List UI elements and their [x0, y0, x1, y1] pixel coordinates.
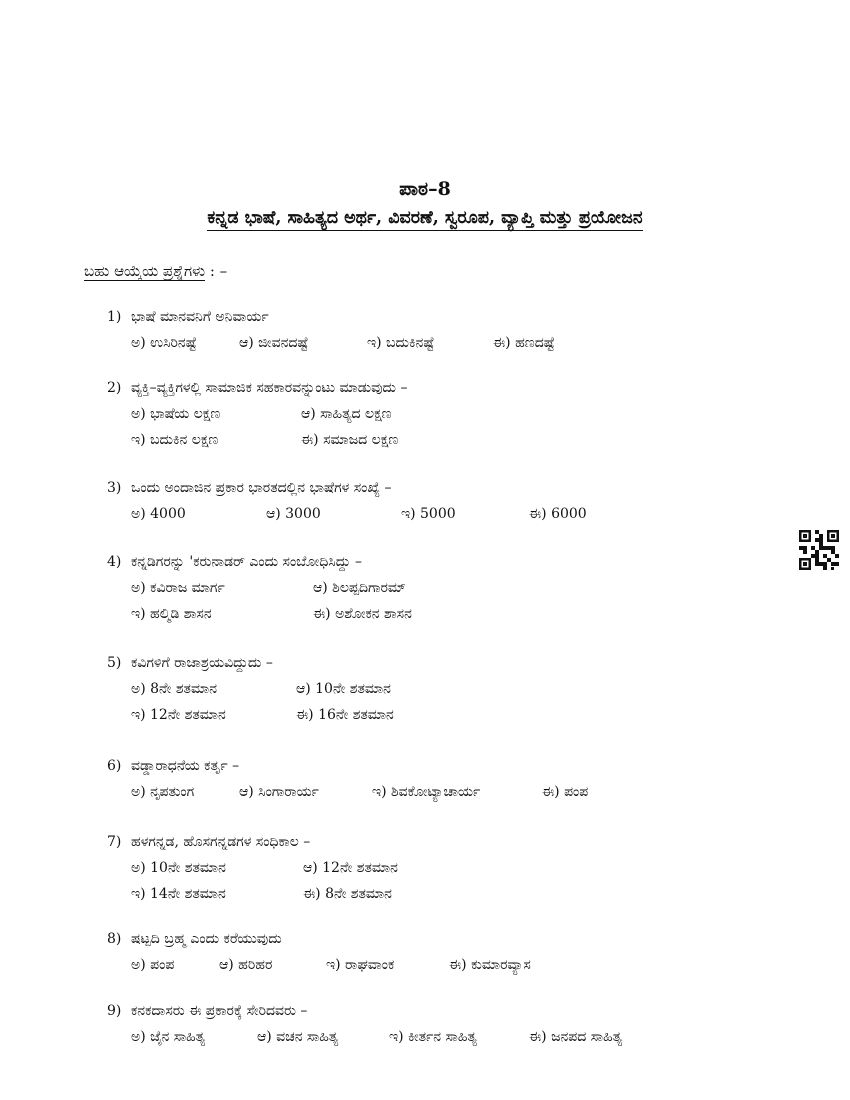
option-ii: ಈ) ಹಣದಷ್ಟೆ	[493, 335, 555, 351]
options-row	[131, 1024, 622, 1050]
question-6	[107, 753, 588, 805]
page-title-text: ಕನ್ನಡ ಭಾಷೆ, ಸಾಹಿತ್ಯದ ಅರ್ಥ, ವಿವರಣೆ, ಸ್ವರೂಪ, ವ್ಯಾಪ್ತಿ ಮತ್ತು ಪ್ರಯೋಜನ	[207, 208, 642, 231]
question-number: 5)	[107, 655, 122, 671]
option-a: ಅ) 10ನೇ ಶತಮಾನ	[131, 860, 226, 876]
option-aa: ಆ) ಶಿಲಪ್ಪದಿಗಾರಮ್	[313, 580, 406, 596]
question-1	[107, 304, 555, 356]
option-aa: ಆ) 3000	[266, 506, 321, 522]
option-aa: ಆ) ಸಾಹಿತ್ಯದ ಲಕ್ಷಣ	[301, 406, 392, 422]
options-row	[131, 855, 398, 881]
question-4	[107, 549, 412, 627]
option-i: ಇ) ಕೀರ್ತನ ಸಾಹಿತ್ಯ	[389, 1029, 477, 1045]
option-i: ಇ) 14ನೇ ಶತಮಾನ	[131, 886, 226, 902]
question-number: 8)	[107, 931, 122, 947]
options-row	[131, 330, 555, 356]
option-i: ಇ) ಬದುಕಿನ ಲಕ್ಷಣ	[131, 432, 219, 448]
question-text: ಕನಕದಾಸರು ಈ ಪ್ರಕಾರಕ್ಕೆ ಸೇರಿದವರು –	[131, 1003, 308, 1019]
options-row	[131, 501, 587, 527]
option-a: ಅ) 4000	[131, 506, 186, 522]
question-2	[107, 375, 407, 453]
options-row	[131, 575, 412, 601]
option-i: ಇ) 12ನೇ ಶತಮಾನ	[131, 707, 226, 723]
question-5	[107, 650, 394, 728]
options-row	[131, 427, 407, 453]
options-row	[131, 401, 407, 427]
option-aa: ಆ) ಸಿಂಗಾರಾರ್ಯ	[239, 784, 319, 800]
option-a: ಅ) ಕವಿರಾಜ ಮಾರ್ಗ	[131, 580, 225, 596]
option-aa: ಆ) 12ನೇ ಶತಮಾನ	[303, 860, 398, 876]
option-ii: ಈ) ಸಮಾಜದ ಲಕ್ಷಣ	[301, 432, 399, 448]
option-i: ಇ) ರಾಘವಾಂಕ	[326, 957, 395, 973]
question-text: ಒಂದು ಅಂದಾಜಿನ ಪ್ರಕಾರ ಭಾರತದಲ್ಲಿನ ಭಾಷೆಗಳ ಸಂಖ್ಯೆ –	[131, 480, 392, 496]
option-a: ಅ) ಭಾಷೆಯ ಲಕ್ಷಣ	[131, 406, 221, 422]
option-aa: ಆ) ಜೀವನದಷ್ಟೆ	[239, 335, 309, 351]
question-number: 3)	[107, 480, 122, 496]
option-i: ಇ) ಬದುಕಿನಷ್ಟೆ	[367, 335, 435, 351]
options-row	[131, 952, 531, 978]
question-text: ಹಳಗನ್ನಡ, ಹೊಸಗನ್ನಡಗಳ ಸಂಧಿಕಾಲ –	[131, 834, 311, 850]
option-ii: ಈ) ಅಶೋಕನ ಶಾಸನ	[313, 606, 412, 622]
option-ii: ಈ) 6000	[529, 506, 587, 522]
question-text: ಕವಿಗಳಿಗೆ ರಾಜಾಶ್ರಯವಿದ್ದುದು –	[131, 655, 273, 671]
question-text: ಭಾಷೆ ಮಾನವನಿಗೆ ಅನಿವಾರ್ಯ	[131, 309, 269, 325]
question-number: 1)	[107, 309, 122, 325]
question-number: 2)	[107, 380, 122, 396]
option-ii: ಈ) 16ನೇ ಶತಮಾನ	[296, 707, 394, 723]
question-9	[107, 998, 622, 1050]
question-text: ಷಟ್ಪದಿ ಬ್ರಹ್ಮ ಎಂದು ಕರೆಯುವುದು	[131, 931, 282, 947]
options-row	[131, 676, 394, 702]
section-heading	[84, 262, 227, 280]
page-title	[0, 208, 850, 228]
question-number: 6)	[107, 758, 122, 774]
option-ii: ಈ) ಕುಮಾರವ್ಯಾಸ	[449, 957, 531, 973]
option-ii: ಈ) ಜನಪದ ಸಾಹಿತ್ಯ	[529, 1029, 623, 1045]
question-number: 4)	[107, 554, 122, 570]
option-i: ಇ) 5000	[401, 506, 456, 522]
options-row	[131, 702, 394, 728]
question-number: 9)	[107, 1003, 122, 1019]
option-a: ಅ) 8ನೇ ಶತಮಾನ	[131, 681, 218, 697]
question-3	[107, 475, 587, 527]
option-aa: ಆ) 10ನೇ ಶತಮಾನ	[296, 681, 391, 697]
option-i: ಇ) ಶಿವಕೋಟ್ಯಾಚಾರ್ಯ	[372, 784, 481, 800]
qr-code-icon[interactable]	[799, 530, 839, 570]
question-text: ವ್ಯಕ್ತಿ–ವ್ಯಕ್ತಿಗಳಲ್ಲಿ ಸಾಮಾಜಿಕ ಸಹಕಾರವನ್ನುಂಟು ಮಾಡುವುದು –	[131, 380, 408, 396]
option-i: ಇ) ಹಲ್ಮಿಡಿ ಶಾಸನ	[131, 606, 212, 622]
option-aa: ಆ) ವಚನ ಸಾಹಿತ್ಯ	[257, 1029, 339, 1045]
section-label: ಬಹು ಆಯ್ಕೆಯ ಪ್ರಶ್ನೆಗಳು	[84, 262, 206, 280]
options-row	[131, 779, 588, 805]
option-ii: ಈ) ಪಂಪ	[542, 784, 589, 800]
question-text: ಕನ್ನಡಿಗರನ್ನು 'ಕರುನಾಡರ್ ಎಂದು ಸಂಬೋಧಿಸಿದ್ದು –	[131, 554, 362, 570]
option-a: ಅ) ಉಸಿರಿನಷ್ಟೆ	[131, 335, 197, 351]
question-text: ವಡ್ಡಾರಾಧನೆಯ ಕರ್ತೃ –	[131, 758, 240, 774]
lesson-label: ಪಾಠ–8	[399, 178, 451, 200]
question-8	[107, 926, 531, 978]
options-row	[131, 601, 412, 627]
option-a: ಅ) ಜೈನ ಸಾಹಿತ್ಯ	[131, 1029, 206, 1045]
question-7	[107, 829, 398, 907]
option-a: ಅ) ನೃಪತುಂಗ	[131, 784, 195, 800]
option-ii: ಈ) 8ನೇ ಶತಮಾನ	[303, 886, 392, 902]
option-aa: ಆ) ಹರಿಹರ	[219, 957, 273, 973]
section-suffix: : –	[209, 262, 228, 280]
question-number: 7)	[107, 834, 122, 850]
option-a: ಅ) ಪಂಪ	[131, 957, 175, 973]
options-row	[131, 881, 398, 907]
